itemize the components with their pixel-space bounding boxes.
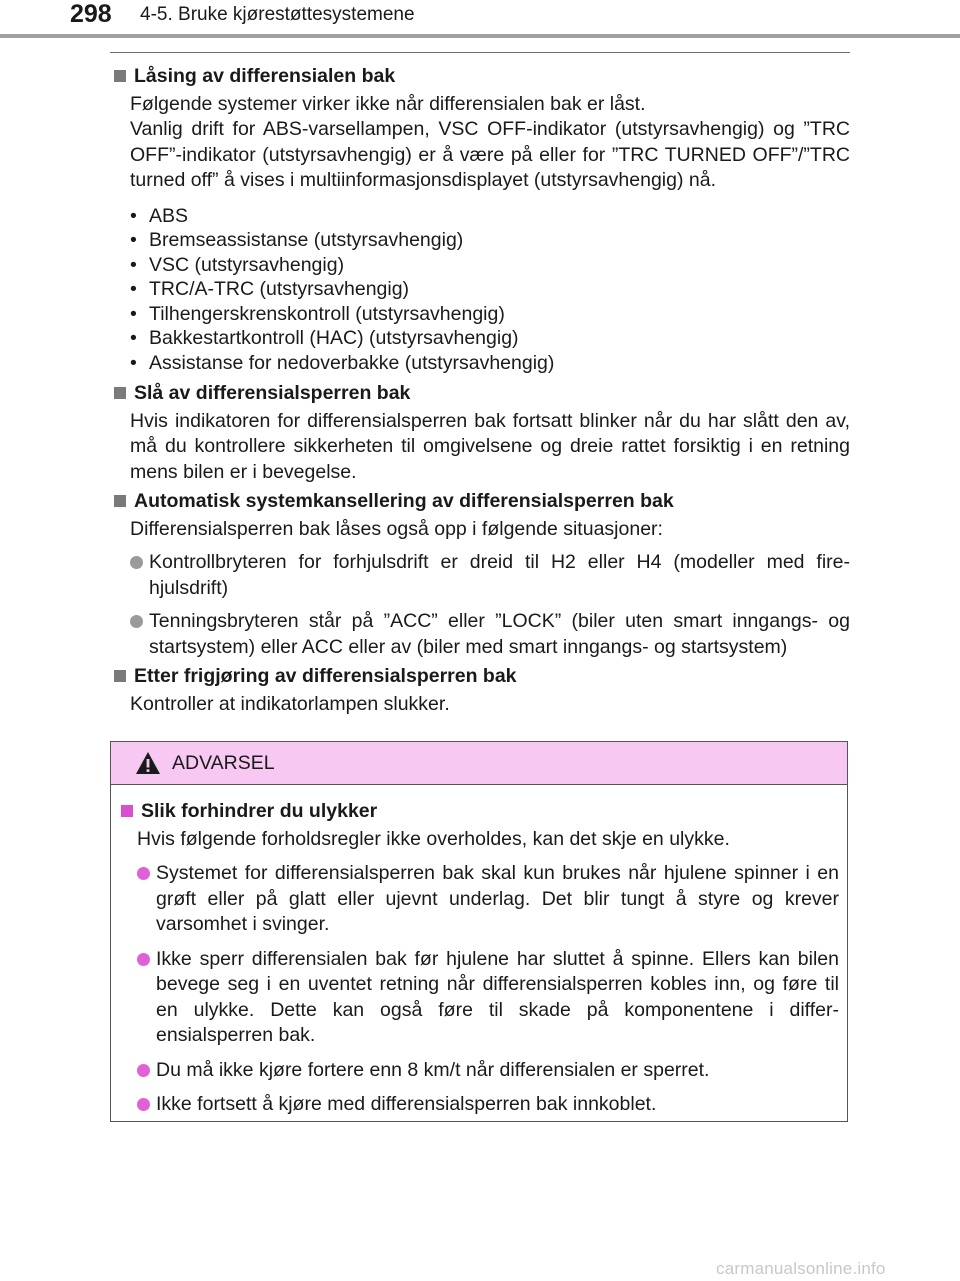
warning-heading	[117, 799, 839, 825]
square-bullet-icon	[114, 387, 126, 399]
warning-triangle-icon	[135, 751, 161, 775]
warning-box	[110, 741, 848, 1122]
list-item: • ABS	[130, 204, 189, 227]
square-bullet-icon	[114, 670, 126, 682]
list-item: Tenningsbryteren står på ”ACC” eller ”LOCK” (biler uten smart inngangs- og startsystem) eller ACC eller av (biler med smart inngangs- og startsystem)	[110, 609, 850, 660]
square-bullet-icon	[121, 805, 133, 817]
heading-text: Slik forhindrer du ulykker	[141, 800, 378, 822]
list-item: • VSC (utstyrsavhengig)	[130, 253, 345, 276]
circle-bullet-icon	[137, 867, 150, 880]
paragraph: Differensialsperren bak låses også opp i følgende situasjoner:	[130, 517, 663, 540]
header-bar	[0, 34, 960, 38]
list-item: • Assistanse for nedoverbakke (utstyrsavhengig)	[130, 351, 555, 374]
section-title: 4-5. Bruke kjørestøttesystemene	[140, 4, 415, 25]
section-heading	[110, 64, 850, 90]
paragraph: Vanlig drift for ABS-varsellampen, VSC OFF-indikator (utstyrsavhengig) og ”TRC OFF”-indikator (utstyrsavhengig) er å være på eller for ”TRC TURNED OFF”/”TRC turned off” å vises i multiinformasjonsdisplayet (utstyrsavhengig) nå.	[130, 118, 850, 191]
list-item: • Tilhengerskrenskontroll (utstyrsavhengig)	[130, 302, 505, 325]
watermark: carmanualsonline.info	[716, 1259, 886, 1278]
circle-bullet-icon	[137, 953, 150, 966]
heading-text: Automatisk systemkansellering av differensialsperren bak	[134, 490, 674, 512]
warning-item: Ikke fortsett å kjøre med differensialsperren bak innkoblet.	[117, 1092, 839, 1118]
heading-text: Slå av differensialsperren bak	[134, 382, 411, 404]
list-item: • TRC/A-TRC (utstyrsavhengig)	[130, 278, 410, 300]
circle-bullet-icon	[137, 1098, 150, 1111]
square-bullet-icon	[114, 70, 126, 82]
main-content	[110, 64, 850, 717]
heading-text: Etter frigjøring av differensialsperren bak	[134, 665, 517, 687]
warning-header	[111, 742, 847, 785]
warning-label: ADVARSEL	[172, 752, 275, 774]
heading-text: Låsing av differensialen bak	[134, 65, 396, 87]
page-number: 298	[70, 0, 112, 28]
warning-item: Du må ikke kjøre fortere enn 8 km/t når differensialen er sperret.	[117, 1058, 839, 1084]
section-heading	[110, 664, 850, 690]
list-item: Kontrollbryteren for forhjulsdrift er dreid til H2 eller H4 (modeller med fire-hjulsdrift)	[110, 550, 850, 601]
warning-item: Ikke sperr differensialen bak før hjulene har sluttet å spinne. Ellers kan bilen bevege seg i en uventet retning når differensialsperren kobles inn, og føre til en ulykke. Dette kan også føre til skade på komponentene i differ-ensialsperren bak.	[117, 947, 839, 1049]
section-heading	[110, 381, 850, 407]
paragraph: Kontroller at indikatorlampen slukker.	[130, 692, 450, 715]
paragraph: Hvis indikatoren for differensialsperren bak fortsatt blinker når du har slått den av, må du kontrollere sikkerheten til omgivelsene og dreie rattet forsiktig i en retning mens bilen er i bevegelse.	[130, 409, 850, 483]
paragraph: Følgende systemer virker ikke når differensialen bak er låst.	[130, 92, 646, 115]
square-bullet-icon	[114, 495, 126, 507]
circle-bullet-icon	[130, 556, 143, 569]
warning-body	[111, 785, 847, 1118]
warning-item: Systemet for differensialsperren bak skal kun brukes når hjulene spinner i en grøft eller på glatt eller ujevnt underlag. Det blir tungt å styre og krever varsomhet i svinger.	[117, 861, 839, 938]
top-rule	[110, 52, 850, 53]
list-item: • Bremseassistanse (utstyrsavhengig)	[130, 229, 464, 251]
bullet-list	[110, 204, 850, 376]
list-item: • Bakkestartkontroll (HAC) (utstyrsavhengig)	[130, 327, 519, 349]
circle-bullet-icon	[137, 1064, 150, 1077]
circle-bullet-icon	[130, 615, 143, 628]
section-heading	[110, 489, 850, 515]
warning-intro: Hvis følgende forholdsregler ikke overholdes, kan det skje en ulykke.	[137, 827, 730, 850]
